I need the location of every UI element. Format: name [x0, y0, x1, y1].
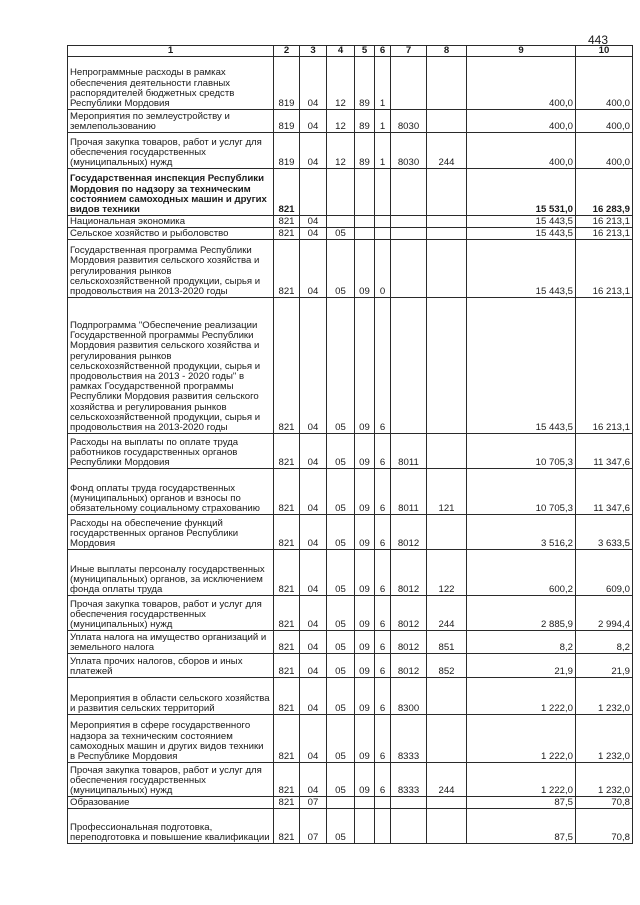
code-cell: 89: [355, 57, 375, 110]
amount-cell: 15 531,0: [467, 169, 576, 216]
code-cell: 0: [375, 240, 391, 298]
code-cell: 121: [427, 469, 467, 515]
code-cell: [427, 228, 467, 240]
table-row: [68, 797, 633, 809]
amount-cell: 15 443,5: [467, 216, 576, 228]
code-cell: 6: [375, 678, 391, 715]
code-cell: [391, 240, 427, 298]
code-cell: 6: [375, 715, 391, 763]
amount-cell: 10 705,3: [467, 434, 576, 469]
amount-cell: 15 443,5: [467, 228, 576, 240]
amount-cell: 1 222,0: [467, 678, 576, 715]
code-cell: [427, 240, 467, 298]
row-name-cell: Сельское хозяйство и рыболовство: [68, 228, 274, 240]
amount-cell: 16 213,1: [576, 228, 633, 240]
code-cell: 6: [375, 631, 391, 654]
amount-cell: 609,0: [576, 550, 633, 596]
code-cell: [355, 216, 375, 228]
row-name-cell: Образование: [68, 797, 274, 809]
code-cell: [427, 678, 467, 715]
code-cell: 09: [355, 715, 375, 763]
col-header: 3: [300, 46, 327, 57]
code-cell: 12: [327, 110, 355, 133]
row-name-cell: Государственная инспекция Республики Мордовия по надзору за техническим состоянием самоходных машин и других видов техники: [68, 169, 274, 216]
table-row: [68, 715, 633, 763]
code-cell: 852: [427, 654, 467, 678]
code-cell: 04: [300, 216, 327, 228]
amount-cell: 400,0: [467, 57, 576, 110]
code-cell: 8030: [391, 133, 427, 169]
row-name-cell: Иные выплаты персоналу государственных (муниципальных) органов, за исключением фонда оплаты труда: [68, 550, 274, 596]
code-cell: 05: [327, 631, 355, 654]
row-name-cell: Государственная программа Республики Мордовия развития сельского хозяйства и регулирования рынков сельскохозяйственной продукции, сырья и продовольствия на 2013-2020 годы: [68, 240, 274, 298]
amount-cell: 400,0: [576, 133, 633, 169]
code-cell: 09: [355, 469, 375, 515]
code-cell: 05: [327, 434, 355, 469]
table-row: [68, 240, 633, 298]
code-cell: 1: [375, 57, 391, 110]
code-cell: 6: [375, 469, 391, 515]
code-cell: 04: [300, 240, 327, 298]
code-cell: [375, 228, 391, 240]
code-cell: 09: [355, 298, 375, 434]
code-cell: 12: [327, 133, 355, 169]
code-cell: 89: [355, 133, 375, 169]
code-cell: [391, 797, 427, 809]
code-cell: 05: [327, 469, 355, 515]
table-row: [68, 110, 633, 133]
row-name-cell: Уплата налога на имущество организаций и земельного налога: [68, 631, 274, 654]
budget-table: [67, 45, 633, 844]
amount-cell: 2 994,4: [576, 596, 633, 631]
code-cell: [391, 169, 427, 216]
amount-cell: 400,0: [467, 133, 576, 169]
code-cell: [427, 169, 467, 216]
code-cell: 821: [274, 469, 300, 515]
code-cell: 821: [274, 550, 300, 596]
code-cell: [391, 298, 427, 434]
amount-cell: 1 222,0: [467, 763, 576, 797]
code-cell: 6: [375, 763, 391, 797]
amount-cell: 21,9: [576, 654, 633, 678]
code-cell: [355, 797, 375, 809]
code-cell: 8012: [391, 596, 427, 631]
code-cell: 8012: [391, 654, 427, 678]
amount-cell: 600,2: [467, 550, 576, 596]
code-cell: 04: [300, 228, 327, 240]
amount-cell: 1 232,0: [576, 715, 633, 763]
code-cell: 6: [375, 654, 391, 678]
col-header: 7: [391, 46, 427, 57]
code-cell: 89: [355, 110, 375, 133]
code-cell: [391, 809, 427, 844]
code-cell: 244: [427, 763, 467, 797]
amount-cell: 11 347,6: [576, 434, 633, 469]
code-cell: 6: [375, 434, 391, 469]
code-cell: [375, 809, 391, 844]
code-cell: 09: [355, 678, 375, 715]
code-cell: 05: [327, 298, 355, 434]
row-name-cell: Мероприятия в сфере государственного надзора за техническим состоянием самоходных машин и других видов техники в Республике Мордовия: [68, 715, 274, 763]
code-cell: 05: [327, 515, 355, 550]
code-cell: 244: [427, 596, 467, 631]
col-header: 9: [467, 46, 576, 57]
amount-cell: 70,8: [576, 809, 633, 844]
amount-cell: 400,0: [576, 57, 633, 110]
code-cell: 821: [274, 631, 300, 654]
code-cell: 821: [274, 216, 300, 228]
code-cell: 819: [274, 133, 300, 169]
code-cell: 6: [375, 550, 391, 596]
code-cell: 1: [375, 110, 391, 133]
row-name-cell: Прочая закупка товаров, работ и услуг для обеспечения государственных (муниципальных) нужд: [68, 133, 274, 169]
page-number: 443: [588, 33, 609, 47]
code-cell: 821: [274, 169, 300, 216]
amount-cell: 16 213,1: [576, 298, 633, 434]
amount-cell: 70,8: [576, 797, 633, 809]
code-cell: 05: [327, 596, 355, 631]
code-cell: 8333: [391, 715, 427, 763]
row-name-cell: Расходы на обеспечение функций государственных органов Республики Мордовия: [68, 515, 274, 550]
amount-cell: 3 633,5: [576, 515, 633, 550]
amount-cell: 1 232,0: [576, 763, 633, 797]
code-cell: 07: [300, 809, 327, 844]
code-cell: 8012: [391, 515, 427, 550]
row-name-cell: Мероприятия в области сельского хозяйства и развития сельских территорий: [68, 678, 274, 715]
code-cell: 6: [375, 298, 391, 434]
table-row: [68, 809, 633, 844]
col-header: 6: [375, 46, 391, 57]
table-row: [68, 133, 633, 169]
table-row: [68, 550, 633, 596]
table-row: [68, 515, 633, 550]
code-cell: 04: [300, 434, 327, 469]
col-header: 4: [327, 46, 355, 57]
code-cell: [427, 797, 467, 809]
code-cell: 821: [274, 596, 300, 631]
code-cell: 8333: [391, 763, 427, 797]
amount-cell: 15 443,5: [467, 240, 576, 298]
code-cell: 05: [327, 678, 355, 715]
code-cell: 04: [300, 469, 327, 515]
code-cell: 821: [274, 654, 300, 678]
code-cell: 04: [300, 57, 327, 110]
code-cell: [355, 809, 375, 844]
amount-cell: 1 222,0: [467, 715, 576, 763]
code-cell: 04: [300, 298, 327, 434]
code-cell: 04: [300, 550, 327, 596]
code-cell: 8300: [391, 678, 427, 715]
code-cell: 09: [355, 550, 375, 596]
code-cell: 04: [300, 678, 327, 715]
code-cell: 821: [274, 240, 300, 298]
code-cell: 09: [355, 434, 375, 469]
code-cell: 1: [375, 133, 391, 169]
table-row: [68, 228, 633, 240]
amount-cell: 2 885,9: [467, 596, 576, 631]
table-row: [68, 57, 633, 110]
col-header: 10: [576, 46, 633, 57]
code-cell: [355, 169, 375, 216]
code-cell: 05: [327, 240, 355, 298]
col-header: 1: [68, 46, 274, 57]
code-cell: 04: [300, 631, 327, 654]
code-cell: 8030: [391, 110, 427, 133]
code-cell: [375, 216, 391, 228]
code-cell: [427, 57, 467, 110]
code-cell: [427, 809, 467, 844]
code-cell: [391, 228, 427, 240]
code-cell: 819: [274, 57, 300, 110]
code-cell: 05: [327, 654, 355, 678]
code-cell: 821: [274, 515, 300, 550]
amount-cell: 21,9: [467, 654, 576, 678]
code-cell: 851: [427, 631, 467, 654]
amount-cell: 1 232,0: [576, 678, 633, 715]
row-name-cell: Непрограммные расходы в рамках обеспечения деятельности главных распорядителей бюджетных средств Республики Мордовия: [68, 57, 274, 110]
amount-cell: 16 213,1: [576, 216, 633, 228]
row-name-cell: Прочая закупка товаров, работ и услуг для обеспечения государственных (муниципальных) нужд: [68, 763, 274, 797]
code-cell: 05: [327, 809, 355, 844]
code-cell: [327, 797, 355, 809]
code-cell: 04: [300, 596, 327, 631]
code-cell: 09: [355, 240, 375, 298]
amount-cell: 400,0: [467, 110, 576, 133]
amount-cell: 11 347,6: [576, 469, 633, 515]
code-cell: [427, 515, 467, 550]
amount-cell: 3 516,2: [467, 515, 576, 550]
code-cell: 07: [300, 797, 327, 809]
code-cell: [427, 110, 467, 133]
table-row: [68, 654, 633, 678]
row-name-cell: Мероприятия по землеустройству и землепользованию: [68, 110, 274, 133]
code-cell: 04: [300, 133, 327, 169]
code-cell: [300, 169, 327, 216]
table-row: [68, 434, 633, 469]
col-header: 5: [355, 46, 375, 57]
code-cell: 05: [327, 715, 355, 763]
table-row: [68, 631, 633, 654]
code-cell: 821: [274, 715, 300, 763]
code-cell: [427, 715, 467, 763]
code-cell: 05: [327, 763, 355, 797]
code-cell: 821: [274, 678, 300, 715]
code-cell: 821: [274, 228, 300, 240]
row-name-cell: Расходы на выплаты по оплате труда работников государственных органов Республики Мордовия: [68, 434, 274, 469]
code-cell: 821: [274, 797, 300, 809]
table-row: [68, 298, 633, 434]
code-cell: 8012: [391, 550, 427, 596]
row-name-cell: Национальная экономика: [68, 216, 274, 228]
code-cell: [427, 298, 467, 434]
code-cell: 04: [300, 763, 327, 797]
col-header: 8: [427, 46, 467, 57]
row-name-cell: Прочая закупка товаров, работ и услуг для обеспечения государственных (муниципальных) нужд: [68, 596, 274, 631]
code-cell: 821: [274, 763, 300, 797]
code-cell: 244: [427, 133, 467, 169]
table-row: [68, 678, 633, 715]
code-cell: [391, 57, 427, 110]
code-cell: 04: [300, 515, 327, 550]
table-row: [68, 596, 633, 631]
code-cell: 122: [427, 550, 467, 596]
amount-cell: 16 283,9: [576, 169, 633, 216]
table-header-row: [68, 46, 633, 57]
amount-cell: 10 705,3: [467, 469, 576, 515]
code-cell: [375, 797, 391, 809]
code-cell: [327, 169, 355, 216]
amount-cell: 15 443,5: [467, 298, 576, 434]
code-cell: 04: [300, 715, 327, 763]
code-cell: 819: [274, 110, 300, 133]
code-cell: [427, 434, 467, 469]
code-cell: 6: [375, 596, 391, 631]
code-cell: [427, 216, 467, 228]
code-cell: 09: [355, 631, 375, 654]
code-cell: 09: [355, 596, 375, 631]
row-name-cell: Подпрограмма "Обеспечение реализации Государственной программы Республики Мордовия развития сельского хозяйства и регулирования рынков сельскохозяйственной продукции, сырья и продовольствия на 2013 - 2020 годы" в рамках Государственной программы Республики Мордовия развития сельского хозяйства и регулирования рынков сельскохозяйственной продукции, сырья и продовольствия на 2013-2020 годы: [68, 298, 274, 434]
table-row: [68, 763, 633, 797]
amount-cell: 16 213,1: [576, 240, 633, 298]
code-cell: [375, 169, 391, 216]
code-cell: 12: [327, 57, 355, 110]
code-cell: 821: [274, 434, 300, 469]
code-cell: [327, 216, 355, 228]
table-row: [68, 216, 633, 228]
code-cell: 05: [327, 228, 355, 240]
code-cell: 09: [355, 763, 375, 797]
code-cell: 09: [355, 515, 375, 550]
code-cell: 09: [355, 654, 375, 678]
amount-cell: 8,2: [576, 631, 633, 654]
code-cell: 05: [327, 550, 355, 596]
code-cell: 6: [375, 515, 391, 550]
code-cell: 8011: [391, 469, 427, 515]
code-cell: 821: [274, 809, 300, 844]
table-row: [68, 469, 633, 515]
code-cell: 04: [300, 110, 327, 133]
table-row: [68, 169, 633, 216]
row-name-cell: Фонд оплаты труда государственных (муниципальных) органов и взносы по обязательному социальному страхованию: [68, 469, 274, 515]
code-cell: 04: [300, 654, 327, 678]
amount-cell: 8,2: [467, 631, 576, 654]
code-cell: 8012: [391, 631, 427, 654]
code-cell: [391, 216, 427, 228]
row-name-cell: Профессиональная подготовка, переподготовка и повышение квалификации: [68, 809, 274, 844]
code-cell: 821: [274, 298, 300, 434]
code-cell: 8011: [391, 434, 427, 469]
amount-cell: 87,5: [467, 797, 576, 809]
amount-cell: 87,5: [467, 809, 576, 844]
amount-cell: 400,0: [576, 110, 633, 133]
row-name-cell: Уплата прочих налогов, сборов и иных платежей: [68, 654, 274, 678]
col-header: 2: [274, 46, 300, 57]
code-cell: [355, 228, 375, 240]
